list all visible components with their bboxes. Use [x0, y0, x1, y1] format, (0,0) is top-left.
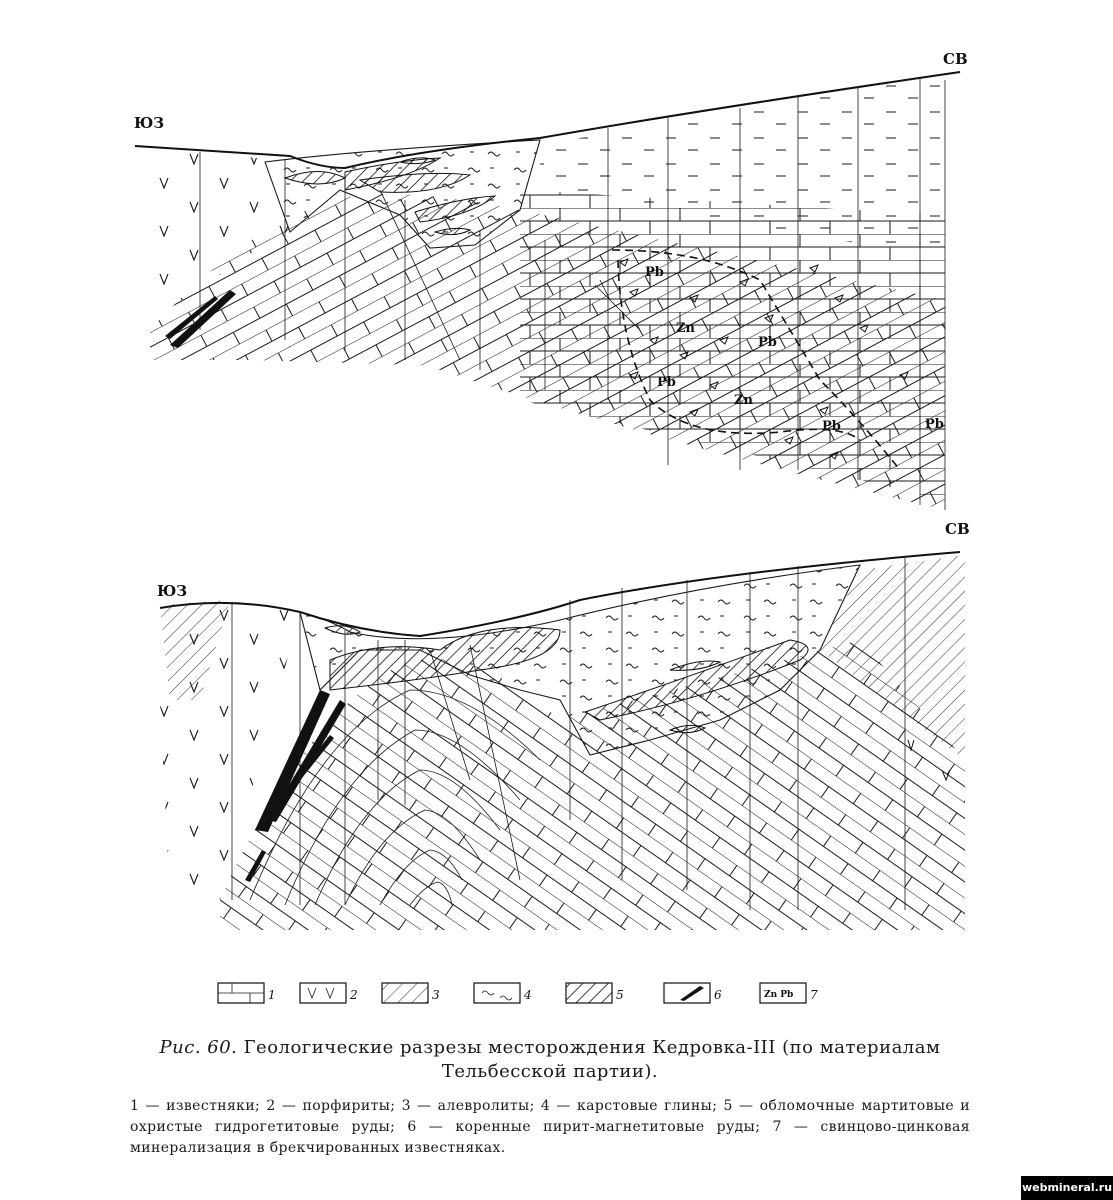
figure-caption	[130, 1036, 970, 1084]
legend-item-1	[218, 983, 276, 1003]
legend-item-2	[300, 983, 358, 1003]
ore-label: Zn	[734, 393, 753, 408]
ore-label: Pb	[645, 265, 664, 280]
ore-label: Pb	[925, 417, 944, 432]
legend-item-7	[760, 983, 818, 1003]
legend-num: 3	[432, 988, 440, 1002]
section-top-label-ne: СВ	[943, 50, 968, 68]
legend-item-3	[382, 983, 440, 1003]
section-top-label-sw: ЮЗ	[134, 114, 165, 132]
legend-num: 2	[350, 988, 358, 1002]
legend-num: 4	[524, 988, 532, 1002]
figure-title: Геологические разрезы месторождения Кедровка-III (по материалам Тельбесской партии).	[243, 1037, 941, 1082]
legend-item-4	[474, 983, 532, 1003]
legend-explanation: 1 — известняки; 2 — порфириты; 3 — алевролиты; 4 — карстовые глины; 5 — обломочные мартитовые и охристые гидрогетитовые руды; 6 — коренные пирит-магнетитовые руды; 7 — свинцово-цинковая минерализация в брекчированных известняках.	[130, 1098, 970, 1156]
section-bottom-label-ne: СВ	[945, 520, 970, 538]
legend-7-label: Zn Pb	[764, 990, 794, 1000]
ore-label: Pb	[822, 419, 841, 434]
legend	[218, 983, 818, 1003]
ore-label: Pb	[657, 375, 676, 390]
legend-num: 6	[714, 988, 722, 1002]
ore-label: Zn	[676, 321, 695, 336]
section-top	[134, 50, 968, 510]
legend-item-5	[566, 983, 624, 1003]
legend-num: 1	[268, 988, 276, 1002]
section-bottom-label-sw: ЮЗ	[157, 582, 188, 600]
watermark: webmineral.ru	[1021, 1176, 1113, 1200]
ore-label: Pb	[758, 335, 777, 350]
section-bottom	[157, 520, 970, 930]
figure-number: Рис. 60.	[159, 1037, 238, 1058]
legend-num: 7	[810, 988, 818, 1002]
legend-item-6	[664, 983, 722, 1003]
legend-num: 5	[616, 988, 624, 1002]
